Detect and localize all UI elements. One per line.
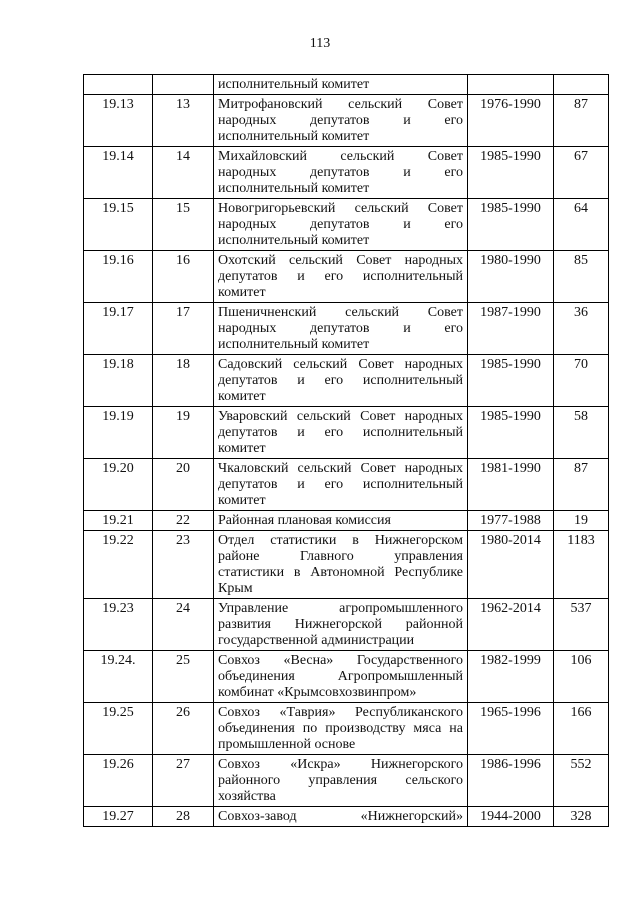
fund-name-line: Совхоз-завод «Нижнегорский» [218, 809, 463, 824]
item-count: 70 [554, 355, 609, 407]
fund-name-line: Охотский сельский Совет народных [218, 253, 463, 268]
fund-name [214, 407, 468, 459]
fund-name [214, 95, 468, 147]
fund-name-line: депутатов и его исполнительный [218, 477, 463, 492]
fund-name-line: комитет [218, 285, 266, 300]
fund-name [214, 755, 468, 807]
table-row [84, 303, 609, 355]
item-count: 106 [554, 651, 609, 703]
table-body [84, 75, 609, 827]
fund-name-line: Митрофановский сельский Совет [218, 97, 463, 112]
item-count: 87 [554, 95, 609, 147]
table-row [84, 95, 609, 147]
item-count: 166 [554, 703, 609, 755]
fund-name-line: районе Главного управления [218, 549, 463, 564]
fund-number: 27 [153, 755, 214, 807]
fund-number: 14 [153, 147, 214, 199]
date-range: 1985-1990 [468, 147, 554, 199]
fund-name-line: народных депутатов и его [218, 113, 463, 128]
fund-name [214, 147, 468, 199]
record-number: 19.27 [84, 807, 153, 827]
fund-registry-table [83, 74, 609, 827]
record-number: 19.17 [84, 303, 153, 355]
fund-name-line: народных депутатов и его [218, 217, 463, 232]
fund-name-line: Михайловский сельский Совет [218, 149, 463, 164]
fund-name-line: исполнительный комитет [218, 129, 370, 144]
fund-number: 24 [153, 599, 214, 651]
fund-name-line: Уваровский сельский Совет народных [218, 409, 463, 424]
fund-name [214, 303, 468, 355]
fund-number: 15 [153, 199, 214, 251]
fund-number: 28 [153, 807, 214, 827]
fund-name-line: развития Нижнегорской районной [218, 617, 463, 632]
item-count: 64 [554, 199, 609, 251]
fund-name-line: народных депутатов и его [218, 165, 463, 180]
table-row [84, 703, 609, 755]
fund-name-line: объединения по производству мяса на [218, 721, 463, 736]
table-row [84, 807, 609, 827]
fund-name-line: Чкаловский сельский Совет народных [218, 461, 463, 476]
table-row [84, 599, 609, 651]
fund-number: 20 [153, 459, 214, 511]
record-number: 19.24. [84, 651, 153, 703]
page-number: 113 [309, 36, 331, 51]
date-range: 1980-1990 [468, 251, 554, 303]
fund-name-line: депутатов и его исполнительный [218, 269, 463, 284]
fund-number: 18 [153, 355, 214, 407]
table-row [84, 755, 609, 807]
fund-name-line: комбинат «Крымсовхозвинпром» [218, 685, 417, 700]
record-number: 19.16 [84, 251, 153, 303]
fund-name-line: районного управления сельского [218, 773, 463, 788]
table-row [84, 459, 609, 511]
fund-name-line: исполнительный комитет [218, 181, 370, 196]
fund-name-line: депутатов и его исполнительный [218, 373, 463, 388]
date-range [468, 75, 554, 95]
table-row [84, 651, 609, 703]
fund-name-line: Совхоз «Таврия» Республиканского [218, 705, 463, 720]
fund-name-line: Новогригорьевский сельский Совет [218, 201, 463, 216]
date-range: 1982-1999 [468, 651, 554, 703]
fund-name-line: промышленной основе [218, 737, 356, 752]
fund-name-line: народных депутатов и его [218, 321, 463, 336]
item-count: 1183 [554, 531, 609, 599]
fund-name-line: Садовский сельский Совет народных [218, 357, 463, 372]
fund-name-line: исполнительный комитет [218, 77, 370, 92]
date-range: 1965-1996 [468, 703, 554, 755]
date-range: 1986-1996 [468, 755, 554, 807]
record-number: 19.14 [84, 147, 153, 199]
date-range: 1985-1990 [468, 199, 554, 251]
record-number: 19.13 [84, 95, 153, 147]
date-range: 1976-1990 [468, 95, 554, 147]
fund-name [214, 599, 468, 651]
record-number: 19.15 [84, 199, 153, 251]
fund-name [214, 531, 468, 599]
fund-name-line: комитет [218, 493, 266, 508]
record-number [84, 75, 153, 95]
fund-name-line: Районная плановая комиссия [218, 513, 391, 528]
item-count: 87 [554, 459, 609, 511]
fund-name-line: хозяйства [218, 789, 276, 804]
record-number: 19.23 [84, 599, 153, 651]
fund-number: 25 [153, 651, 214, 703]
fund-name [214, 703, 468, 755]
record-number: 19.18 [84, 355, 153, 407]
table-row [84, 407, 609, 459]
fund-name-line: комитет [218, 389, 266, 404]
fund-name-line: Совхоз «Весна» Государственного [218, 653, 463, 668]
fund-name [214, 199, 468, 251]
date-range: 1944-2000 [468, 807, 554, 827]
fund-name-line: Отдел статистики в Нижнегорском [218, 533, 463, 548]
fund-number: 13 [153, 95, 214, 147]
record-number: 19.19 [84, 407, 153, 459]
fund-name-line: Управление агропромышленного [218, 601, 463, 616]
fund-name-line: объединения Агропромышленный [218, 669, 463, 684]
fund-name [214, 651, 468, 703]
fund-name-line: комитет [218, 441, 266, 456]
fund-name [214, 459, 468, 511]
fund-number: 23 [153, 531, 214, 599]
fund-name [214, 75, 468, 95]
fund-name [214, 251, 468, 303]
record-number: 19.26 [84, 755, 153, 807]
fund-name-line: исполнительный комитет [218, 337, 370, 352]
item-count: 19 [554, 511, 609, 531]
fund-name [214, 355, 468, 407]
table-row [84, 75, 609, 95]
table-row [84, 355, 609, 407]
fund-number: 26 [153, 703, 214, 755]
record-number: 19.25 [84, 703, 153, 755]
date-range: 1985-1990 [468, 355, 554, 407]
fund-name [214, 807, 468, 827]
item-count: 85 [554, 251, 609, 303]
item-count: 537 [554, 599, 609, 651]
date-range: 1977-1988 [468, 511, 554, 531]
fund-name-line: депутатов и его исполнительный [218, 425, 463, 440]
fund-name-line: исполнительный комитет [218, 233, 370, 248]
date-range: 1962-2014 [468, 599, 554, 651]
date-range: 1981-1990 [468, 459, 554, 511]
table-row [84, 511, 609, 531]
record-number: 19.21 [84, 511, 153, 531]
date-range: 1980-2014 [468, 531, 554, 599]
item-count [554, 75, 609, 95]
fund-name-line: Совхоз «Искра» Нижнегорского [218, 757, 463, 772]
table-row [84, 199, 609, 251]
fund-number: 16 [153, 251, 214, 303]
record-number: 19.22 [84, 531, 153, 599]
table-row [84, 147, 609, 199]
item-count: 58 [554, 407, 609, 459]
date-range: 1985-1990 [468, 407, 554, 459]
item-count: 328 [554, 807, 609, 827]
item-count: 552 [554, 755, 609, 807]
date-range: 1987-1990 [468, 303, 554, 355]
fund-name-line: государственной администрации [218, 633, 415, 648]
fund-name-line: Крым [218, 581, 253, 596]
table-row [84, 531, 609, 599]
fund-name [214, 511, 468, 531]
item-count: 36 [554, 303, 609, 355]
record-number: 19.20 [84, 459, 153, 511]
fund-number: 22 [153, 511, 214, 531]
fund-number: 19 [153, 407, 214, 459]
fund-number [153, 75, 214, 95]
fund-number: 17 [153, 303, 214, 355]
item-count: 67 [554, 147, 609, 199]
fund-name-line: статистики в Автономной Республике [218, 565, 463, 580]
table-row [84, 251, 609, 303]
fund-name-line: Пшеничненский сельский Совет [218, 305, 463, 320]
